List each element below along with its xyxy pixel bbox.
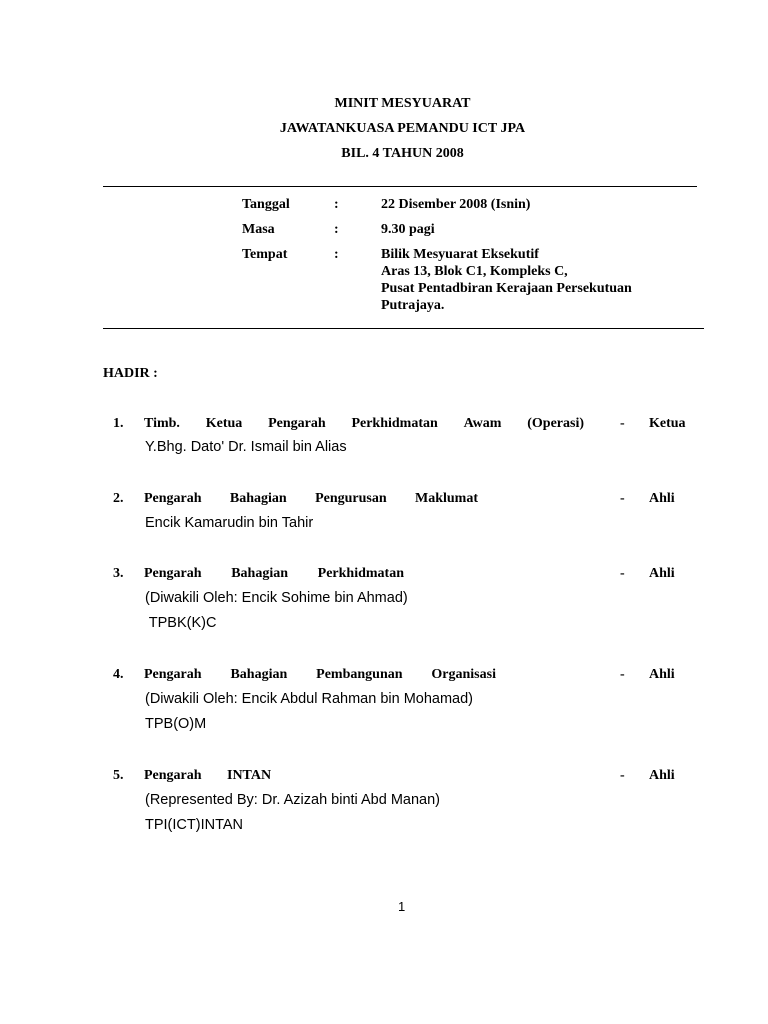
attendee-number: 3. bbox=[113, 566, 124, 581]
attendee-dash: - bbox=[620, 566, 625, 581]
tempat-line-4: Putrajaya. bbox=[381, 298, 445, 313]
tempat-line-1: Bilik Mesyuarat Eksekutif bbox=[381, 247, 539, 262]
masa-value: 9.30 pagi bbox=[381, 222, 435, 237]
title-word: Ketua bbox=[205, 416, 243, 431]
attendee-name: Y.Bhg. Dato' Dr. Ismail bin Alias bbox=[145, 439, 347, 455]
attendee-number: 5. bbox=[113, 768, 124, 783]
tanggal-colon: : bbox=[334, 197, 339, 212]
title-word: Pengarah bbox=[144, 667, 202, 682]
top-divider bbox=[103, 186, 697, 187]
attendee-name: Encik Kamarudin bin Tahir bbox=[145, 515, 314, 531]
title-word: Pengarah bbox=[144, 491, 202, 506]
title-word: Awam bbox=[463, 416, 502, 431]
attendee-dash: - bbox=[620, 491, 625, 506]
title-word: Timb. bbox=[144, 416, 180, 431]
title-line-1: MINIT MESYUARAT bbox=[334, 96, 471, 111]
title-line-2: JAWATANKUASA PEMANDU ICT JPA bbox=[279, 121, 526, 136]
attendee-role: Ahli bbox=[649, 566, 675, 581]
title-word: Pembangunan bbox=[316, 667, 403, 682]
title-word: Pengarah bbox=[268, 416, 326, 431]
attendee-position-code: TPB(O)M bbox=[145, 716, 207, 732]
attendee-representative: (Diwakili Oleh: Encik Sohime bin Ahmad) bbox=[145, 590, 408, 606]
attendee-representative: (Represented By: Dr. Azizah binti Abd Manan) bbox=[145, 792, 440, 808]
tempat-line-3: Pusat Pentadbiran Kerajaan Persekutuan bbox=[381, 281, 632, 296]
attendee-number: 1. bbox=[113, 416, 124, 431]
attendee-title-word: Pengarah bbox=[144, 768, 202, 783]
attendee-role: Ahli bbox=[649, 667, 675, 682]
masa-colon: : bbox=[334, 222, 339, 237]
attendee-role: Ketua bbox=[649, 416, 686, 431]
attendee-role: Ahli bbox=[649, 768, 675, 783]
title-word: Maklumat bbox=[414, 491, 478, 506]
masa-label: Masa bbox=[242, 222, 275, 237]
title-line-3: BIL. 4 TAHUN 2008 bbox=[341, 146, 464, 161]
title-word: Bahagian bbox=[230, 667, 288, 682]
attendee-dash: - bbox=[620, 416, 625, 431]
attendee-title bbox=[144, 491, 478, 507]
tanggal-label: Tanggal bbox=[242, 197, 290, 212]
attendee-title bbox=[144, 667, 496, 683]
title-word: Bahagian bbox=[231, 566, 289, 581]
attendee-title bbox=[144, 566, 404, 582]
attendee-number: 2. bbox=[113, 491, 124, 506]
attendee-representative: (Diwakili Oleh: Encik Abdul Rahman bin Mohamad) bbox=[145, 691, 474, 707]
bottom-divider bbox=[103, 328, 704, 329]
tempat-line-2: Aras 13, Blok C1, Kompleks C, bbox=[381, 264, 568, 279]
attendee-position-code: TPBK(K)C bbox=[145, 615, 217, 631]
tanggal-value: 22 Disember 2008 (Isnin) bbox=[381, 197, 531, 212]
title-word: Perkhidmatan bbox=[317, 566, 404, 581]
attendee-number: 4. bbox=[113, 667, 124, 682]
tempat-label: Tempat bbox=[242, 247, 288, 262]
attendee-title bbox=[144, 416, 584, 432]
page-number: 1 bbox=[398, 899, 406, 914]
title-word: Bahagian bbox=[229, 491, 287, 506]
title-word: Pengurusan bbox=[315, 491, 387, 506]
attendee-position-code: TPI(ICT)INTAN bbox=[145, 817, 243, 833]
title-word: Organisasi bbox=[431, 667, 496, 682]
hadir-heading: HADIR : bbox=[103, 366, 158, 381]
tempat-colon: : bbox=[334, 247, 339, 262]
attendee-title-word: INTAN bbox=[227, 768, 272, 783]
title-word: (Operasi) bbox=[527, 416, 584, 431]
title-word: Perkhidmatan bbox=[351, 416, 438, 431]
attendee-dash: - bbox=[620, 667, 625, 682]
attendee-role: Ahli bbox=[649, 491, 675, 506]
attendee-dash: - bbox=[620, 768, 625, 783]
title-word: Pengarah bbox=[144, 566, 202, 581]
